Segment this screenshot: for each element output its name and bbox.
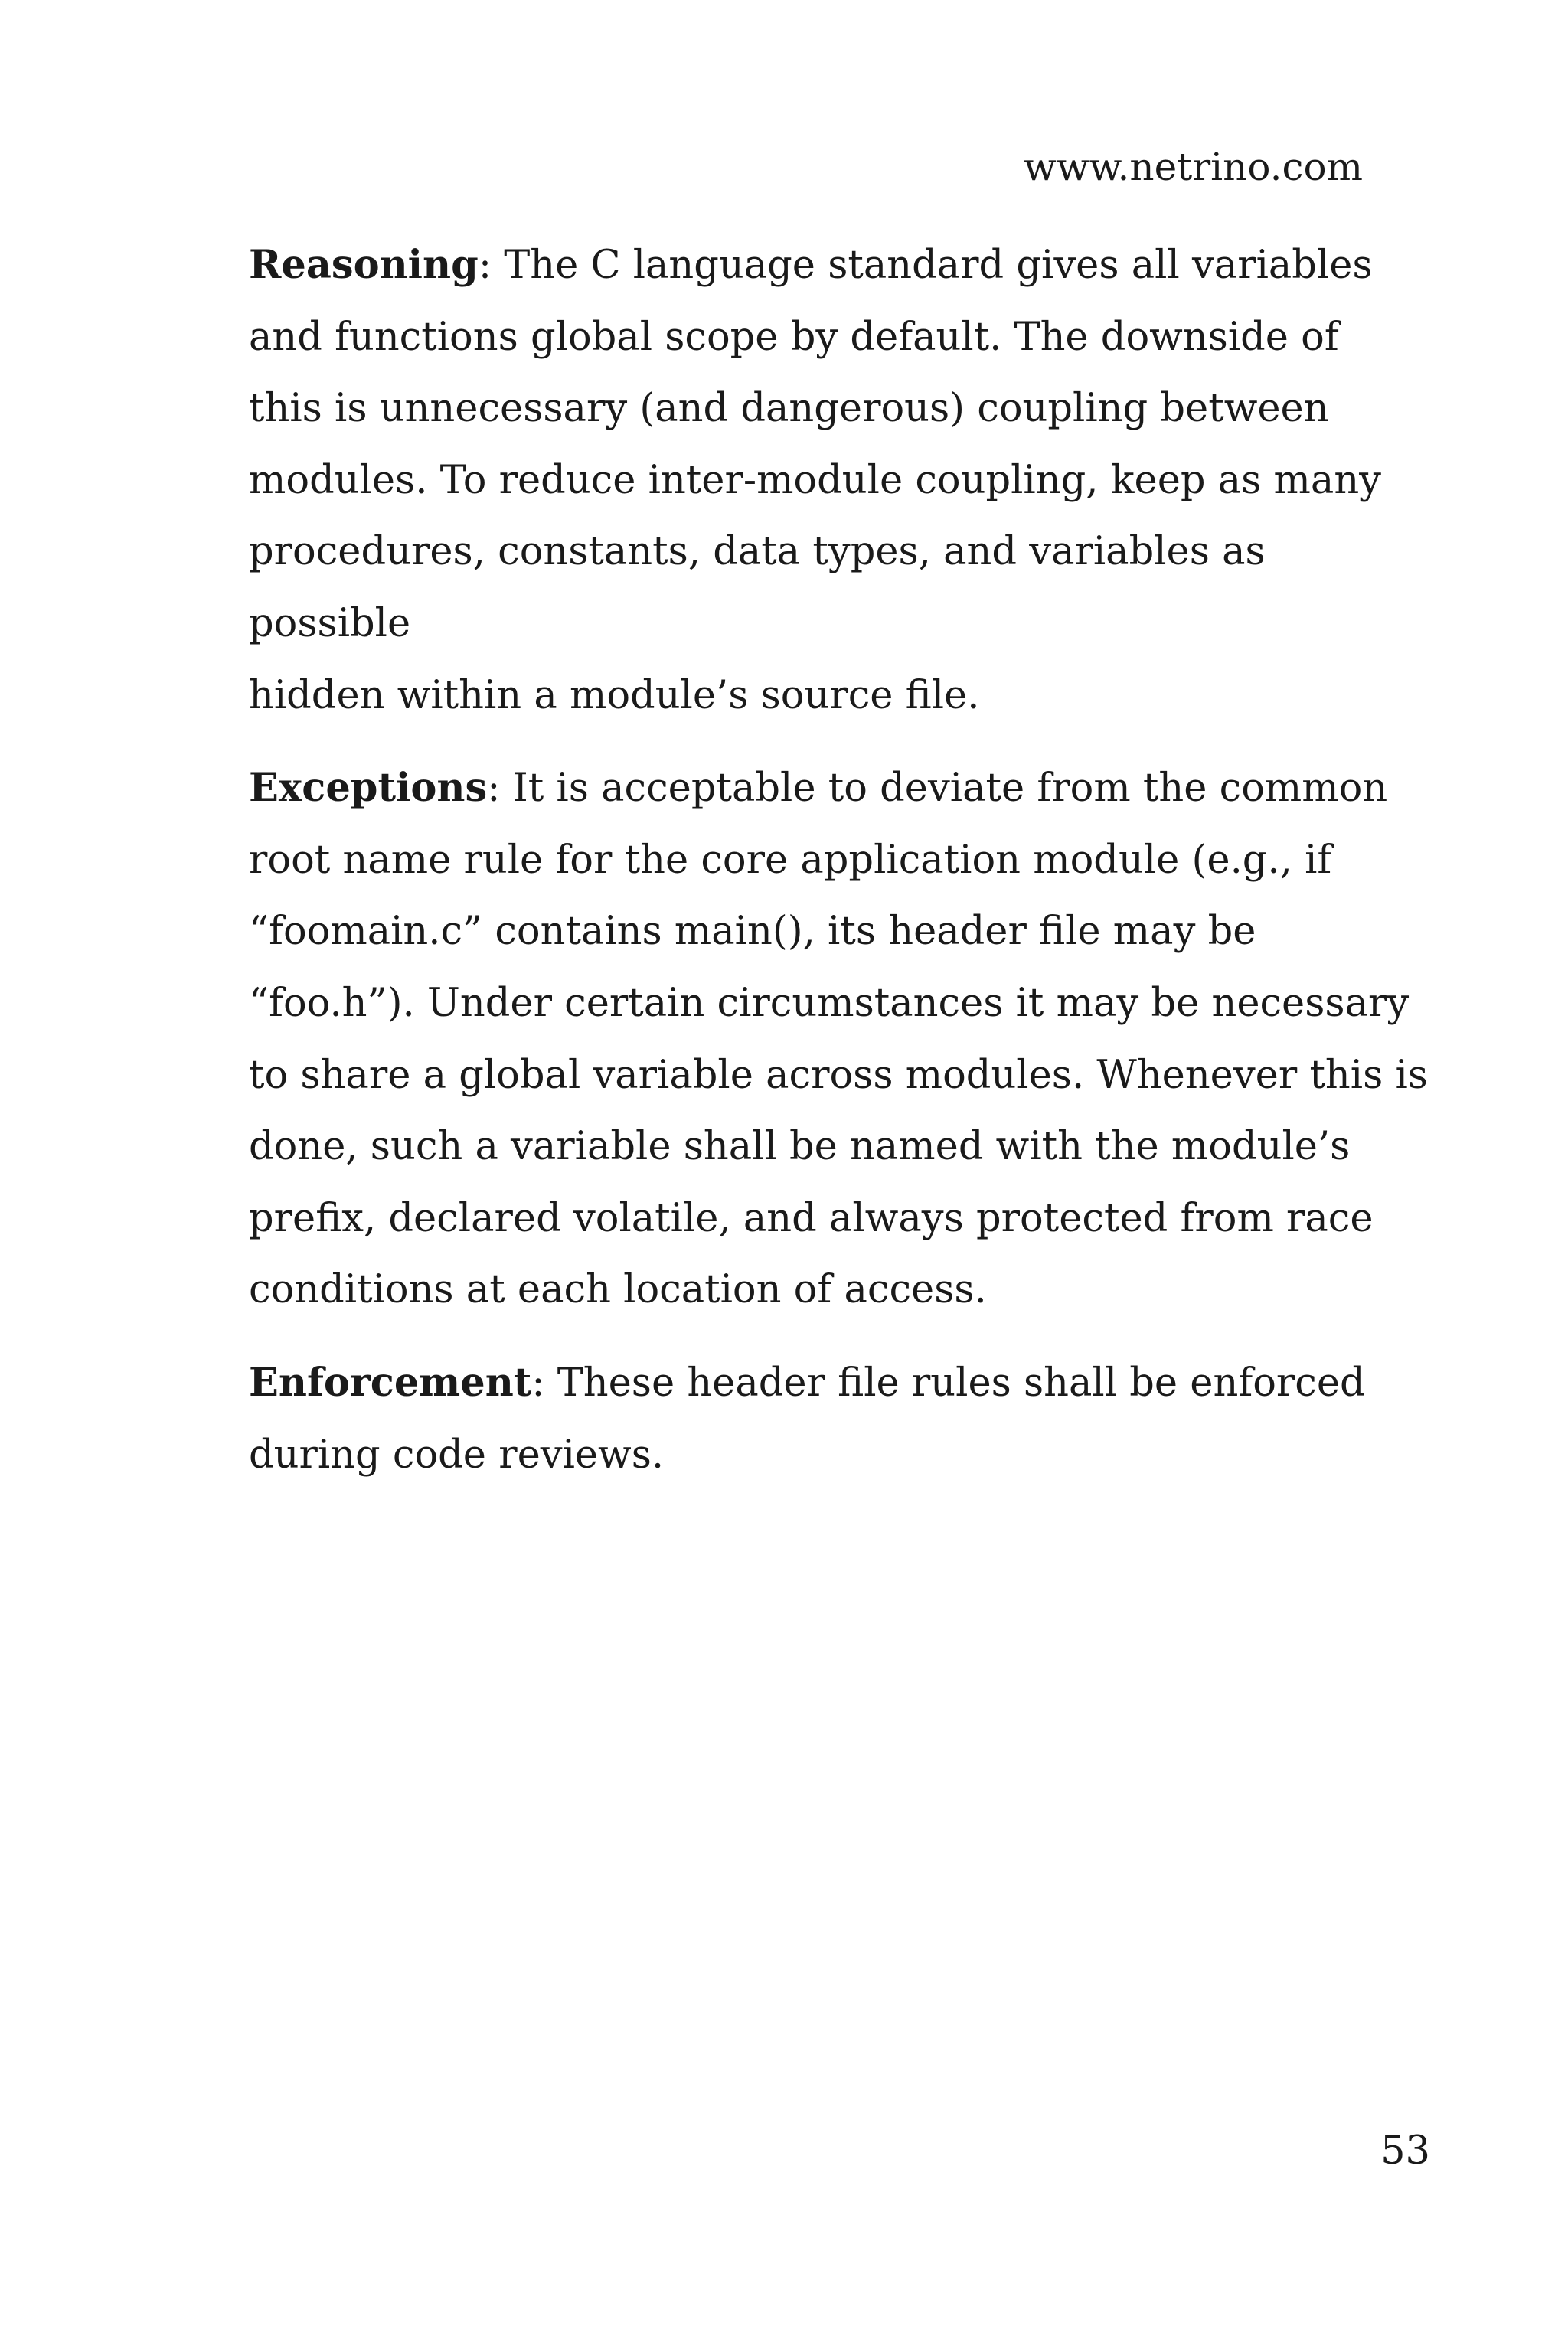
term-enforcement: Enforcement: [249, 1359, 532, 1406]
exceptions-text: : It is acceptable to deviate from the common root name rule for the core application module (e.g., if “foomain.c” contains main(), its header file may be “foo.h”). Under certain circumstances it may be necessary to share a global variable across modules. Whenever this is done, such a variable shall be named with the module’s prefix, declared volatile, and always protected from race conditions at each location of access.: [249, 766, 1428, 1313]
paragraph-exceptions: [249, 753, 1432, 1326]
term-exceptions: Exceptions: [249, 765, 488, 812]
paragraph-enforcement: [249, 1348, 1432, 1491]
term-reasoning: Reasoning: [249, 242, 479, 288]
reasoning-text: : The C language standard gives all variables and functions global scope by default. The downside of this is unnecessary (and dangerous) coupling between modules. To reduce inter-module coupling, keep as many procedures, constants, data types, and variables as possible hidden within a module’s source file.: [249, 243, 1381, 718]
enforcement-text: : These header file rules shall be enforced during code reviews.: [249, 1360, 1365, 1478]
page-number: 53: [1380, 2128, 1430, 2174]
paragraph-reasoning: [249, 230, 1432, 731]
running-header-url: www.netrino.com: [1024, 145, 1363, 189]
body-text: [249, 230, 1432, 1512]
